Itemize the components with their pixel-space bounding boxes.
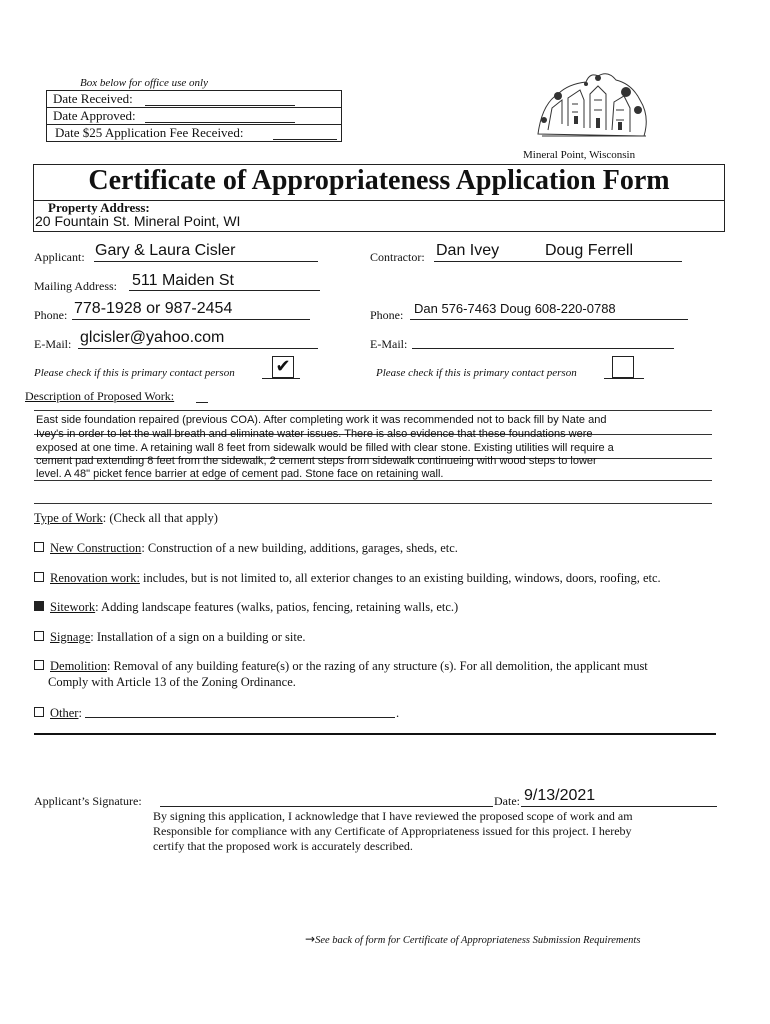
option-text: : [78, 706, 82, 720]
description-line: exposed at one time. A retaining wall 8 feet from sidewalk would be filled with clear stone. Existing utilities will require a [36, 442, 614, 454]
description-line: cement pad extending 8 feet from the sidewalk, 2 cement steps from sidewalk continueing with wood steps to lower [36, 455, 597, 467]
new-construction-checkbox[interactable] [34, 542, 44, 552]
signature-label: Applicant’s Signature: [34, 794, 142, 808]
option-demolition[interactable] [34, 659, 648, 674]
contractor-label: Contractor: [370, 250, 425, 264]
mailing-address-label: Mailing Address: [34, 279, 117, 293]
title-box [33, 164, 725, 232]
option-text: : Construction of a new building, additions, garages, sheds, etc. [141, 541, 458, 555]
arrow-right-icon: → [305, 932, 316, 946]
demolition-checkbox[interactable] [34, 660, 44, 670]
logo-caption: Mineral Point, Wisconsin [523, 149, 636, 161]
form-title: Certificate of Appropriateness Application Form [88, 165, 670, 196]
contractor-email-label: E-Mail: [370, 337, 408, 351]
description-line: East side foundation repaired (previous COA). After completing work it was recommended not to back fill by Nate and [36, 414, 607, 426]
date-label: Date: [494, 794, 520, 808]
option-name: Renovation work: [50, 571, 140, 585]
option-text: includes, but is not limited to, all exterior changes to an existing building, windows, doors, roofing, etc. [139, 571, 661, 585]
other-period: . [396, 706, 400, 720]
contractor-name-field-2[interactable]: Doug Ferrell [545, 242, 634, 259]
option-other[interactable] [34, 706, 82, 721]
other-input-field[interactable] [85, 717, 395, 718]
contractor-primary-checkbox[interactable] [612, 356, 634, 378]
contractor-email-field[interactable] [412, 348, 674, 349]
signature-field[interactable] [160, 806, 493, 807]
option-text: : Installation of a sign on a building or site. [90, 630, 306, 644]
date-approved-label: Date Approved: [53, 108, 136, 123]
description-field[interactable] [34, 414, 714, 484]
option-name: New Construction [50, 541, 142, 555]
fee-received-label: Date $25 Application Fee Received: [55, 125, 244, 140]
contractor-phone-label: Phone: [370, 308, 404, 322]
option-name: Signage [50, 630, 91, 644]
other-checkbox[interactable] [34, 707, 44, 717]
office-box-caption: Box below for office use only [80, 77, 208, 89]
option-renovation-work[interactable] [34, 571, 661, 586]
property-address-label: Property Address: [48, 200, 150, 215]
acknowledgement-line: Responsible for compliance with any Certificate of Appropriateness issued for this project. I hereby [153, 824, 632, 838]
renovation-checkbox[interactable] [34, 572, 44, 582]
applicant-label: Applicant: [34, 250, 85, 264]
option-name: Other [50, 706, 79, 720]
footer-note [305, 932, 640, 946]
mailing-address-field[interactable]: 511 Maiden St [132, 272, 234, 289]
mineral-point-logo [528, 64, 656, 150]
applicant-primary-contact-text: Please check if this is primary contact person [34, 367, 235, 379]
contractor-primary-contact-text: Please check if this is primary contact person [376, 367, 577, 379]
office-use-box [46, 90, 342, 142]
description-label: Description of Proposed Work: [25, 389, 175, 403]
applicant-primary-checkbox[interactable]: ✔ [272, 356, 294, 378]
date-received-label: Date Received: [53, 91, 133, 106]
option-text: : Removal of any building feature(s) or the razing of any structure (s). For all demolition, the applicant must [106, 659, 648, 673]
property-address-value: 20 Fountain St. Mineral Point, WI [35, 213, 241, 229]
sitework-checkbox[interactable] [34, 601, 44, 611]
signage-checkbox[interactable] [34, 631, 44, 641]
applicant-name-field[interactable]: Gary & Laura Cisler [95, 242, 236, 259]
option-new-construction[interactable] [34, 541, 458, 556]
option-name: Sitework [50, 600, 96, 614]
demolition-continuation: Comply with Article 13 of the Zoning Ordinance. [48, 675, 296, 689]
acknowledgement-line: By signing this application, I acknowledge that I have reviewed the proposed scope of work and am [153, 809, 633, 823]
type-of-work-label: Type of Work [34, 511, 103, 525]
type-of-work-hint: : (Check all that apply) [102, 511, 218, 525]
option-sitework[interactable] [34, 600, 458, 615]
applicant-email-field[interactable]: glcisler@yahoo.com [80, 329, 225, 346]
type-of-work-heading [34, 511, 218, 526]
option-name: Demolition [50, 659, 107, 673]
applicant-phone-field[interactable]: 778-1928 or 987-2454 [74, 300, 233, 317]
description-line: Ivey's in order to let the wall breath and eliminate water issues. There is also evidence that these foundations were [36, 428, 593, 440]
section-divider [34, 733, 716, 735]
option-signage[interactable] [34, 630, 306, 645]
applicant-email-label: E-Mail: [34, 337, 72, 351]
contractor-phone-field[interactable]: Dan 576-7463 Doug 608-220-0788 [414, 301, 616, 316]
acknowledgement-line: certify that the proposed work is accurately described. [153, 839, 413, 853]
contractor-name-field-1[interactable]: Dan Ivey [436, 242, 500, 259]
applicant-phone-label: Phone: [34, 308, 68, 322]
date-field[interactable]: 9/13/2021 [524, 787, 596, 804]
option-text: : Adding landscape features (walks, patios, fencing, retaining walls, etc.) [95, 600, 459, 614]
footer-text: See back of form for Certificate of Appropriateness Submission Requirements [315, 935, 641, 946]
description-line: level. A 48" picket fence barrier at edge of cement pad. Stone face on retaining wall. [36, 468, 444, 480]
